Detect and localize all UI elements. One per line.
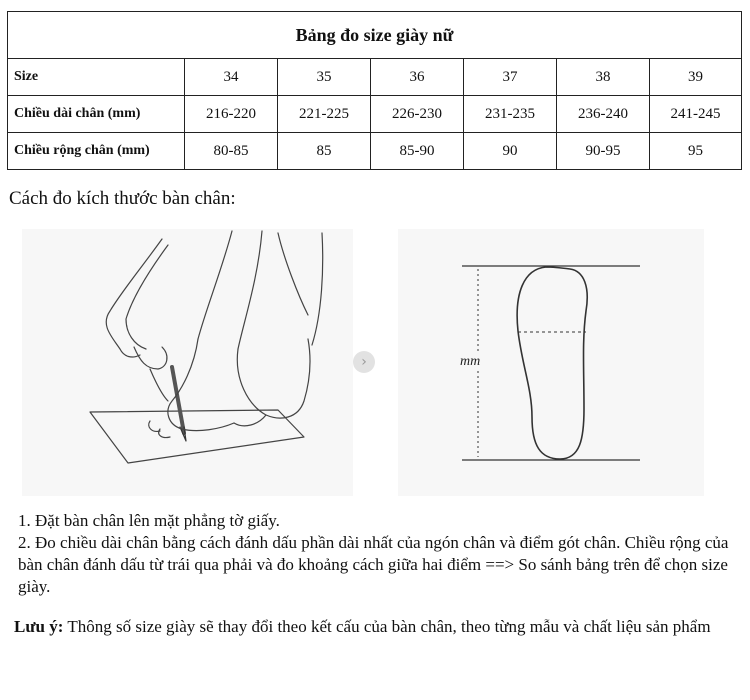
measure-instructions (18, 510, 730, 598)
size-chart-title-row (8, 12, 742, 59)
foot-tracing-panel (22, 229, 353, 496)
table-cell: 85-90 (371, 133, 464, 170)
foot-tracing-illustration (22, 229, 353, 496)
note-label: Lưu ý: (14, 617, 64, 636)
instruction-step-1: 1. Đặt bàn chân lên mặt phẳng tờ giấy. (18, 511, 280, 530)
note-text: Thông số size giày sẽ thay đổi theo kết cấu của bàn chân, theo từng mẫu và chất liệu sản phẩm (63, 617, 711, 636)
table-cell: 226-230 (371, 96, 464, 133)
size-chart-title: Bảng đo size giày nữ (8, 12, 742, 59)
table-cell: 90-95 (557, 133, 650, 170)
table-cell: 39 (650, 59, 742, 96)
table-cell: 241-245 (650, 96, 742, 133)
row-label-size: Size (8, 59, 185, 96)
table-cell: 221-225 (278, 96, 371, 133)
table-cell: 85 (278, 133, 371, 170)
foot-diagram-panel (398, 229, 704, 496)
table-row-foot-width (8, 133, 742, 170)
instruction-step-2: 2. Đo chiều dài chân bằng cách đánh dấu phần dài nhất của ngón chân và điểm gót chân. Chiều rộng của bàn chân đánh dấu từ trái qua phải và đo khoảng cách giữa hai điểm ==> So sánh bảng trên để chọn size giày. (18, 533, 729, 596)
table-cell: 35 (278, 59, 371, 96)
row-label-foot-width: Chiều rộng chân (mm) (8, 133, 185, 170)
table-cell: 80-85 (185, 133, 278, 170)
size-chart-table (7, 11, 742, 170)
table-row-size (8, 59, 742, 96)
size-note (14, 616, 744, 638)
table-cell: 38 (557, 59, 650, 96)
diagram-unit-label: mm (460, 354, 481, 369)
table-cell: 37 (464, 59, 557, 96)
row-label-foot-length: Chiều dài chân (mm) (8, 96, 185, 133)
table-cell: 216-220 (185, 96, 278, 133)
measure-heading: Cách đo kích thước bàn chân: (9, 188, 236, 209)
table-cell: 236-240 (557, 96, 650, 133)
table-row-foot-length (8, 96, 742, 133)
foot-measurement-diagram (398, 229, 704, 496)
table-cell: 34 (185, 59, 278, 96)
table-cell: 36 (371, 59, 464, 96)
table-cell: 90 (464, 133, 557, 170)
carousel-next-button[interactable]: › (353, 351, 375, 373)
table-cell: 231-235 (464, 96, 557, 133)
table-cell: 95 (650, 133, 742, 170)
